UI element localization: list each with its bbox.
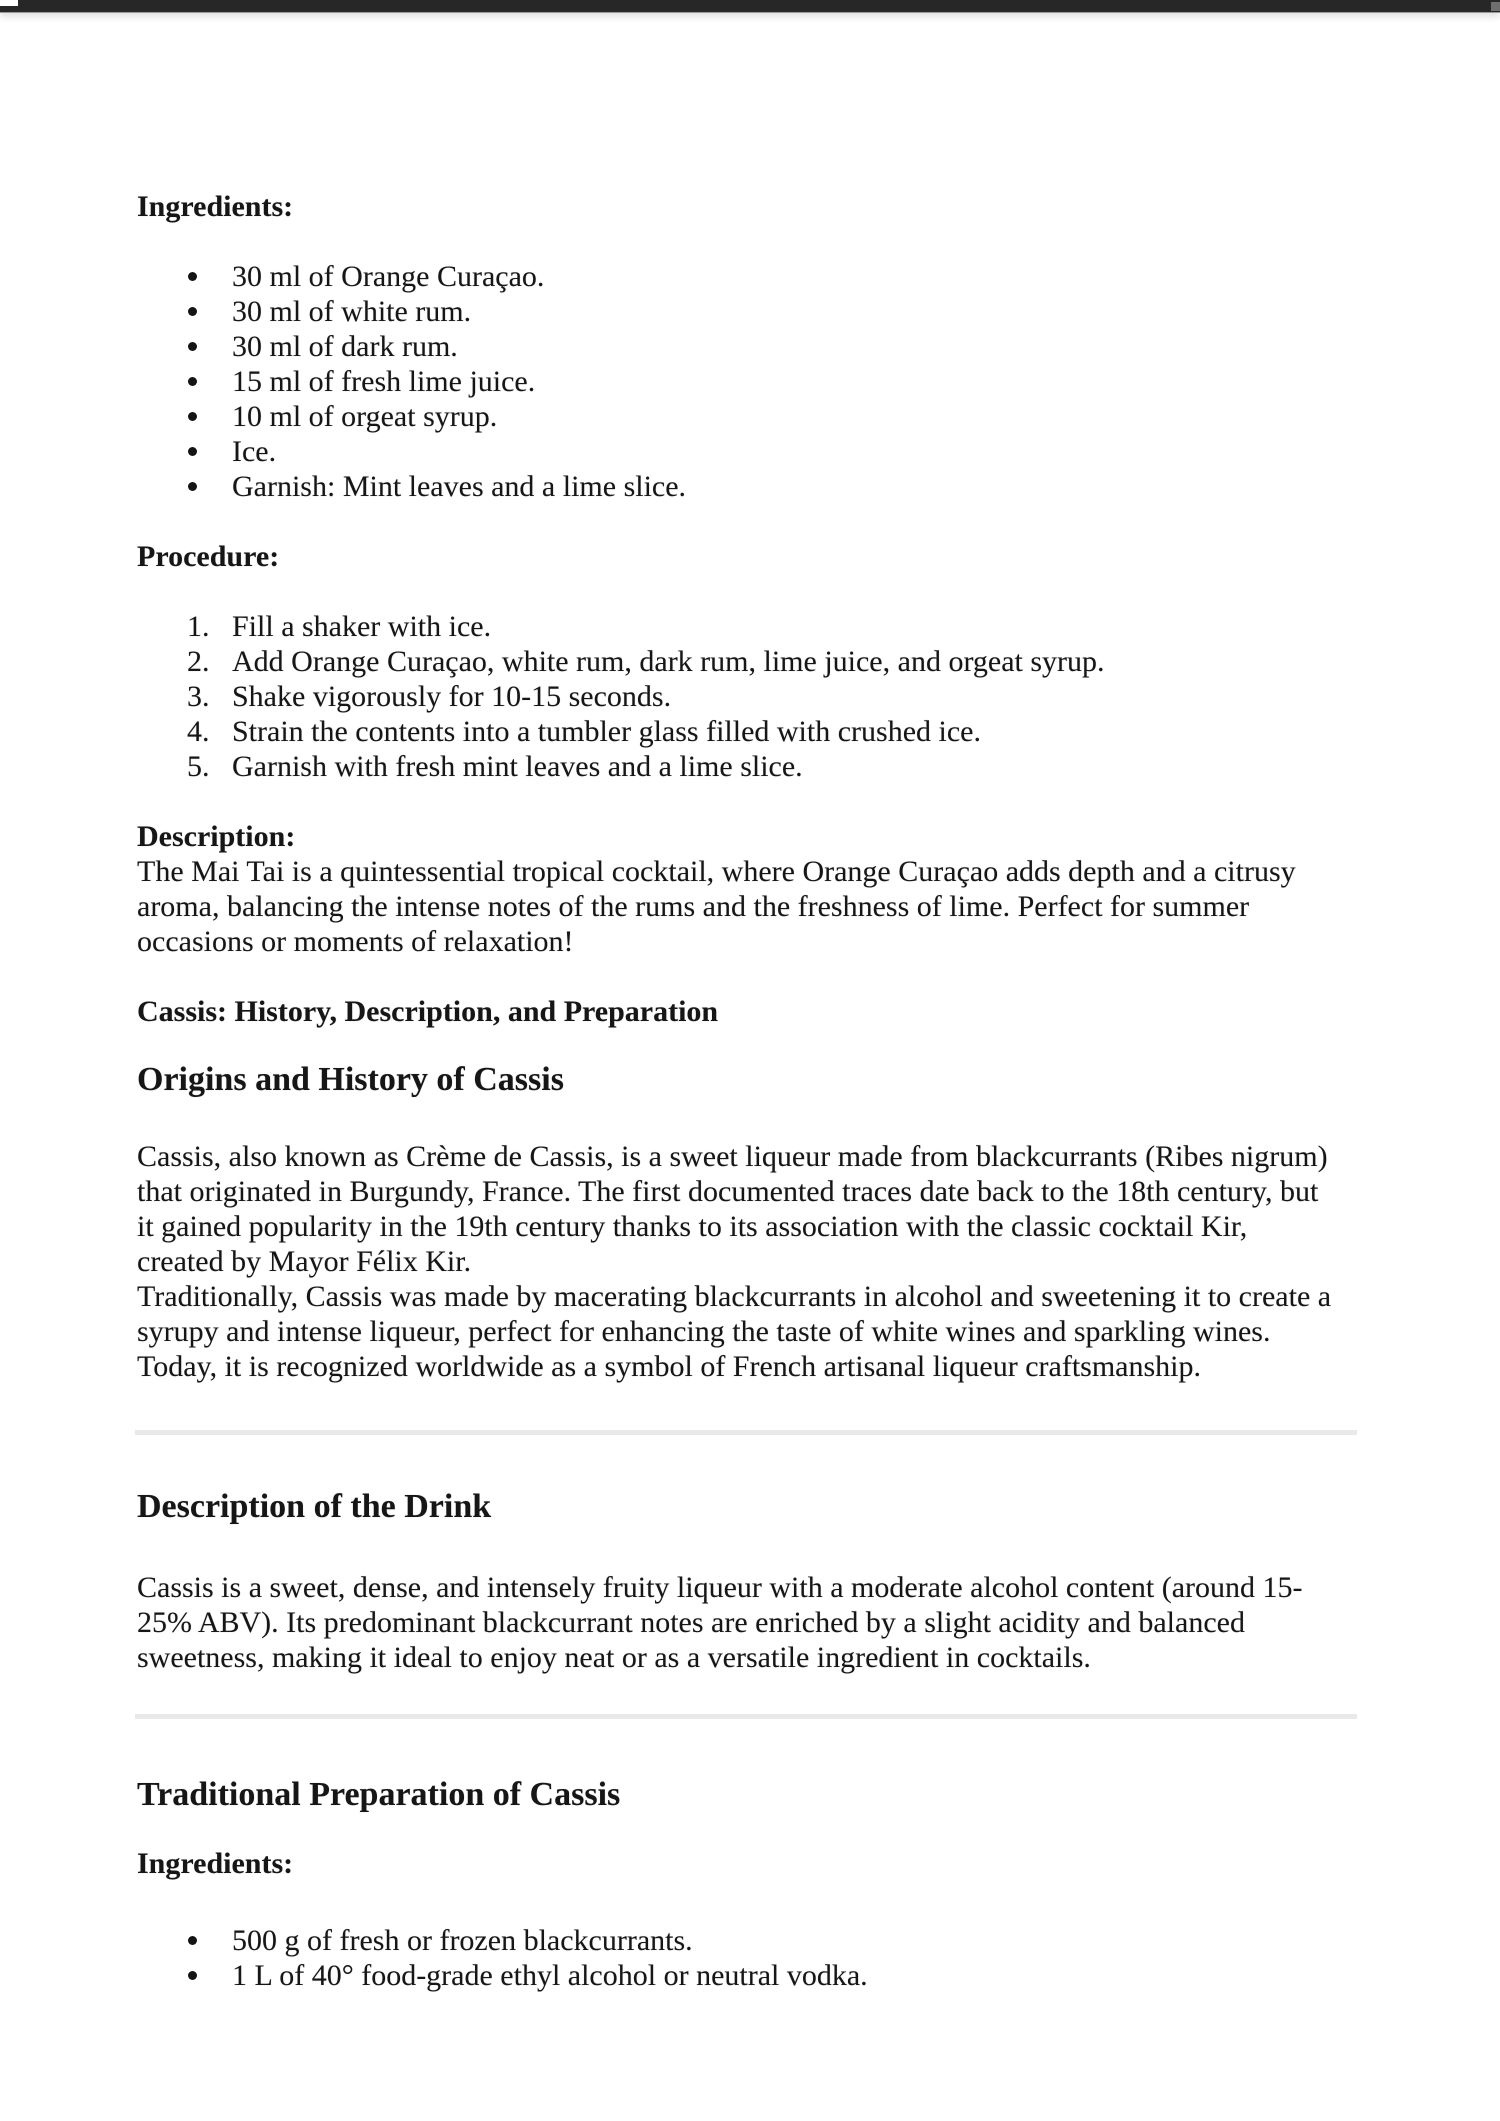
list-item xyxy=(137,749,1365,784)
list-item-text: 10 ml of orgeat syrup. xyxy=(232,400,498,433)
paragraph-line: that originated in Burgundy, France. The first documented traces date back to the 18th century, but xyxy=(137,1175,1319,1208)
list-number: 2. xyxy=(187,645,210,678)
section-divider xyxy=(135,1714,1357,1719)
paragraph-line: Cassis is a sweet, dense, and intensely fruity liqueur with a moderate alcohol content (around 15- xyxy=(137,1571,1303,1604)
list-item-text: 30 ml of white rum. xyxy=(232,295,472,328)
paragraph-line: The Mai Tai is a quintessential tropical cocktail, where Orange Curaçao adds depth and a citrusy xyxy=(137,855,1296,888)
origins-paragraph xyxy=(137,1139,1365,1384)
list-item xyxy=(137,294,1365,329)
document-page xyxy=(137,12,1365,1993)
bullet-icon xyxy=(188,399,197,421)
list-item-text: 30 ml of dark rum. xyxy=(232,330,458,363)
list-item xyxy=(137,644,1365,679)
bullet-icon xyxy=(188,329,197,351)
list-item-text: 500 g of fresh or frozen blackcurrants. xyxy=(232,1924,693,1957)
list-item-text: Garnish with fresh mint leaves and a lime slice. xyxy=(232,750,803,783)
section-divider xyxy=(135,1430,1357,1435)
list-item xyxy=(137,714,1365,749)
list-item-text: 1 L of 40° food-grade ethyl alcohol or neutral vodka. xyxy=(232,1959,868,1992)
paragraph-line: 25% ABV). Its predominant blackcurrant notes are enriched by a slight acidity and balanced xyxy=(137,1606,1245,1639)
list-item-text: Fill a shaker with ice. xyxy=(232,610,492,643)
list-item xyxy=(137,679,1365,714)
list-item-text: Strain the contents into a tumbler glass filled with crushed ice. xyxy=(232,715,981,748)
top-bar-notch xyxy=(0,0,18,6)
bullet-icon xyxy=(188,434,197,456)
list-number: 5. xyxy=(187,750,210,783)
paragraph-line: Today, it is recognized worldwide as a symbol of French artisanal liqueur craftsmanship. xyxy=(137,1350,1201,1383)
mai-tai-description-block xyxy=(137,819,1365,959)
paragraph-line: Traditionally, Cassis was made by macerating blackcurrants in alcohol and sweetening it to create a xyxy=(137,1280,1332,1313)
cassis-section-title: Cassis: History, Description, and Preparation xyxy=(137,995,719,1028)
paragraph-line: sweetness, making it ideal to enjoy neat or as a versatile ingredient in cocktails. xyxy=(137,1641,1091,1674)
bullet-icon xyxy=(188,469,197,491)
list-item xyxy=(137,434,1365,469)
list-item xyxy=(137,1958,1365,1993)
list-item-text: 30 ml of Orange Curaçao. xyxy=(232,260,545,293)
list-number: 4. xyxy=(187,715,210,748)
paragraph-line: it gained popularity in the 19th century thanks to its association with the classic cocktail Kir, xyxy=(137,1210,1248,1243)
list-item xyxy=(137,609,1365,644)
cassis-ingredients-list xyxy=(137,1923,1365,1993)
paragraph-line: aroma, balancing the intense notes of the rums and the freshness of lime. Perfect for summer xyxy=(137,890,1250,923)
list-item xyxy=(137,364,1365,399)
description-heading: Description: xyxy=(137,820,296,853)
list-item xyxy=(137,469,1365,504)
list-item-text: Add Orange Curaçao, white rum, dark rum, lime juice, and orgeat syrup. xyxy=(232,645,1105,678)
list-number: 1. xyxy=(187,610,210,643)
list-item xyxy=(137,1923,1365,1958)
traditional-preparation-heading: Traditional Preparation of Cassis xyxy=(137,1776,621,1813)
drink-description-paragraph xyxy=(137,1570,1365,1675)
list-item xyxy=(137,399,1365,434)
description-paragraph xyxy=(137,854,1365,959)
bullet-icon xyxy=(188,294,197,316)
mai-tai-ingredients-list xyxy=(137,259,1365,504)
top-bar-right-cap xyxy=(1491,2,1500,11)
list-item-text: Ice. xyxy=(232,435,277,468)
list-number: 3. xyxy=(187,680,210,713)
bullet-icon xyxy=(188,1958,197,1980)
bullet-icon xyxy=(188,259,197,281)
drink-description-heading: Description of the Drink xyxy=(137,1488,492,1525)
list-item xyxy=(137,329,1365,364)
paragraph-line: syrupy and intense liqueur, perfect for enhancing the taste of white wines and sparkling wines. xyxy=(137,1315,1271,1348)
bullet-icon xyxy=(188,1923,197,1945)
paragraph-line: Cassis, also known as Crème de Cassis, is a sweet liqueur made from blackcurrants (Ribes nigrum) xyxy=(137,1140,1328,1173)
mai-tai-ingredients-heading: Ingredients: xyxy=(137,190,294,223)
procedure-list xyxy=(137,609,1365,784)
list-item-text: 15 ml of fresh lime juice. xyxy=(232,365,536,398)
origins-heading: Origins and History of Cassis xyxy=(137,1061,564,1098)
cassis-ingredients-heading: Ingredients: xyxy=(137,1847,294,1880)
list-item xyxy=(137,259,1365,294)
list-item-text: Shake vigorously for 10-15 seconds. xyxy=(232,680,672,713)
paragraph-line: occasions or moments of relaxation! xyxy=(137,925,574,958)
procedure-heading: Procedure: xyxy=(137,540,280,573)
paragraph-line: created by Mayor Félix Kir. xyxy=(137,1245,472,1278)
list-item-text: Garnish: Mint leaves and a lime slice. xyxy=(232,470,687,503)
bullet-icon xyxy=(188,364,197,386)
